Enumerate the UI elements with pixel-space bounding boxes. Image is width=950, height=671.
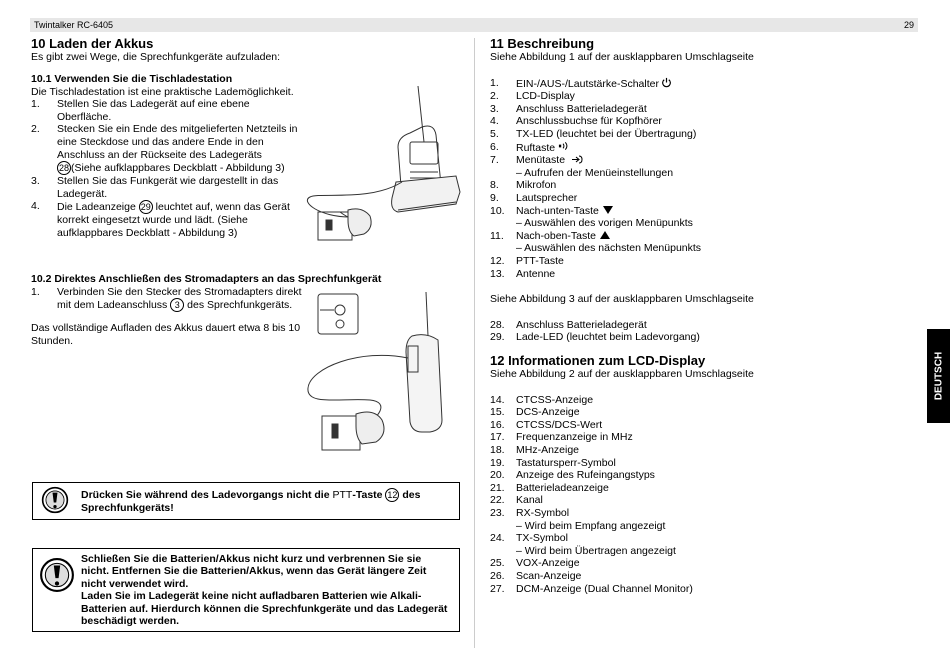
section-10-1-title: 10.1 Verwenden Sie die Tischladestation <box>31 73 233 85</box>
list-item: 15. DCS-Anzeige <box>490 406 580 419</box>
page-number: 29 <box>903 20 914 30</box>
warning-box-batteries: Schließen Sie die Batterien/Akkus nicht kurz und verbrennen Sie sie nicht. Entfernen Sie die Batterien/Akkus, wenn das Gerät längere Zeit nicht verwendet wird. Laden Sie im Ladegerät keine nicht aufladbaren Batterien wie Alkali- Batterien auf. Hierdurch können die Sprechfunkgeräte und das Ladegerät beschädigt werden. <box>32 548 460 632</box>
section-10-1 <box>31 73 301 240</box>
ref-number-28: 28 <box>58 163 69 174</box>
list-item: 20. Anzeige des Rufeingangstyps <box>490 469 655 482</box>
description-list-2 <box>490 319 910 344</box>
section-12-title: 12 Informationen zum LCD-Display <box>490 353 706 368</box>
column-divider <box>474 38 475 648</box>
list-item: 21. Batterieladeanzeige <box>490 481 609 494</box>
list-item: 16. CTCSS/DCS-Wert <box>490 418 603 431</box>
list-item: 22. Kanal <box>490 494 543 507</box>
section-10-1-intro: Die Tischladestation ist eine praktische Lademöglichkeit. <box>31 85 294 98</box>
section-11-intro: Siehe Abbildung 1 auf der ausklappbaren Umschlagseite <box>490 51 754 63</box>
list-item: 3. Anschluss Batterieladegerät <box>490 102 647 115</box>
steps-list-10-1 <box>31 98 301 239</box>
list-item: 7. Menütaste <box>490 154 910 167</box>
list-item: 1. Verbinden Sie den Stecker des Stromadapters direkt mit dem Ladeanschluss 3 des Sprechfunkgeräts. <box>31 285 302 312</box>
figure-3-reference: Siehe Abbildung 3 auf der ausklappbaren Umschlagseite <box>490 293 754 306</box>
down-arrow-icon <box>603 206 613 214</box>
list-item: 3. Stellen Sie das Funkgerät wie dargestellt in das Ladegerät. <box>31 175 279 200</box>
list-item: 23. RX-Symbol <box>490 506 570 519</box>
list-item: 13. Antenne <box>490 267 556 280</box>
language-tab: DEUTSCH <box>927 329 950 423</box>
list-item: 1. Stellen Sie das Ladegerät auf eine ebene Oberfläche. <box>31 98 250 123</box>
warning-icon <box>39 486 71 514</box>
section-12 <box>490 353 910 595</box>
list-item: – Wird beim Empfang angezeigt <box>516 519 666 532</box>
list-item: 4. Die Ladeanzeige 29 leuchtet auf, wenn das Gerät korrekt eingesetzt wurde und lädt. (Siehe aufklappbares Deckblatt - Abbildung 3) <box>31 200 290 239</box>
section-10-intro: Es gibt zwei Wege, die Sprechfunkgeräte aufzuladen: <box>31 51 281 63</box>
list-item: – Wird beim Übertragen angezeigt <box>516 544 676 557</box>
list-item: 27. DCM-Anzeige (Dual Channel Monitor) <box>490 582 693 595</box>
page-header <box>30 18 918 32</box>
charging-duration-text: Das vollständige Aufladen des Akkus dauert etwa 8 bis 10 Stunden. <box>31 322 301 347</box>
list-item: 18. MHz-Anzeige <box>490 443 580 456</box>
list-item: 6. Ruftaste <box>490 141 910 155</box>
list-item: 17. Frequenzanzeige in MHz <box>490 431 633 444</box>
list-item: 24. TX-Symbol <box>490 532 568 545</box>
list-item: 12. PTT-Taste <box>490 254 564 267</box>
list-item: 19. Tastatursperr-Symbol <box>490 456 616 469</box>
section-10 <box>31 36 331 64</box>
list-item: 29. Lade-LED (leuchtet beim Ladevorgang) <box>490 331 700 344</box>
call-icon <box>558 141 569 151</box>
up-arrow-icon <box>600 231 610 239</box>
list-item: 2. Stecken Sie ein Ende des mitgelieferten Netzteils in eine Steckdose und das andere Ende in den Anschluss an der Rückseite des Ladegeräts 28 (Siehe aufklappbares Deckblatt - Abbildung 3) <box>31 123 298 175</box>
section-10-2-title: 10.2 Direktes Anschließen des Stromadapters an das Sprechfunkgerät <box>31 273 382 285</box>
list-item: 1. EIN-/AUS-/Lautstärke-Schalter <box>490 77 910 91</box>
list-item: 11. Nach-oben-Taste <box>490 230 910 243</box>
menu-icon <box>571 154 583 165</box>
ref-number-3: 3 <box>170 298 184 312</box>
section-10-title: 10 Laden der Akkus <box>31 36 154 51</box>
list-item: 25. VOX-Anzeige <box>490 557 580 570</box>
list-item: 2. LCD-Display <box>490 90 575 103</box>
list-item: 5. TX-LED (leuchtet bei der Übertragung) <box>490 127 697 140</box>
list-item: 10. Nach-unten-Taste <box>490 205 910 218</box>
ref-number-29: 29 <box>140 202 151 213</box>
adapter-connection-illustration <box>300 288 462 468</box>
lcd-display-list <box>490 394 910 596</box>
list-item: – Auswählen des vorigen Menüpunkts <box>516 217 693 230</box>
header-model: Twintalker RC-6405 <box>34 20 114 30</box>
list-item: 26. Scan-Anzeige <box>490 569 582 582</box>
section-12-intro: Siehe Abbildung 2 auf der ausklappbaren Umschlagseite <box>490 368 754 380</box>
warning-box-ptt: Drücken Sie während des Ladevorgangs nicht die PTT-Taste 12 des Sprechfunkgeräts! <box>32 482 460 520</box>
list-item: 4. Anschlussbuchse für Kopfhörer <box>490 115 662 128</box>
list-item: – Aufrufen der Menüeinstellungen <box>516 166 674 179</box>
desktop-charger-illustration <box>300 82 462 252</box>
list-item: 9. Lautsprecher <box>490 191 578 204</box>
list-item: – Auswählen des nächsten Menüpunkts <box>516 242 702 255</box>
list-item: 8. Mikrofon <box>490 179 557 192</box>
list-item: 28. Anschluss Batterieladegerät <box>490 318 647 331</box>
list-item: 14. CTCSS-Anzeige <box>490 393 594 406</box>
description-list <box>490 77 910 281</box>
section-11 <box>490 36 910 344</box>
power-icon <box>661 77 672 88</box>
section-11-title: 11 Beschreibung <box>490 36 595 51</box>
warning-icon <box>39 555 75 595</box>
ref-number-12: 12 <box>387 490 398 500</box>
